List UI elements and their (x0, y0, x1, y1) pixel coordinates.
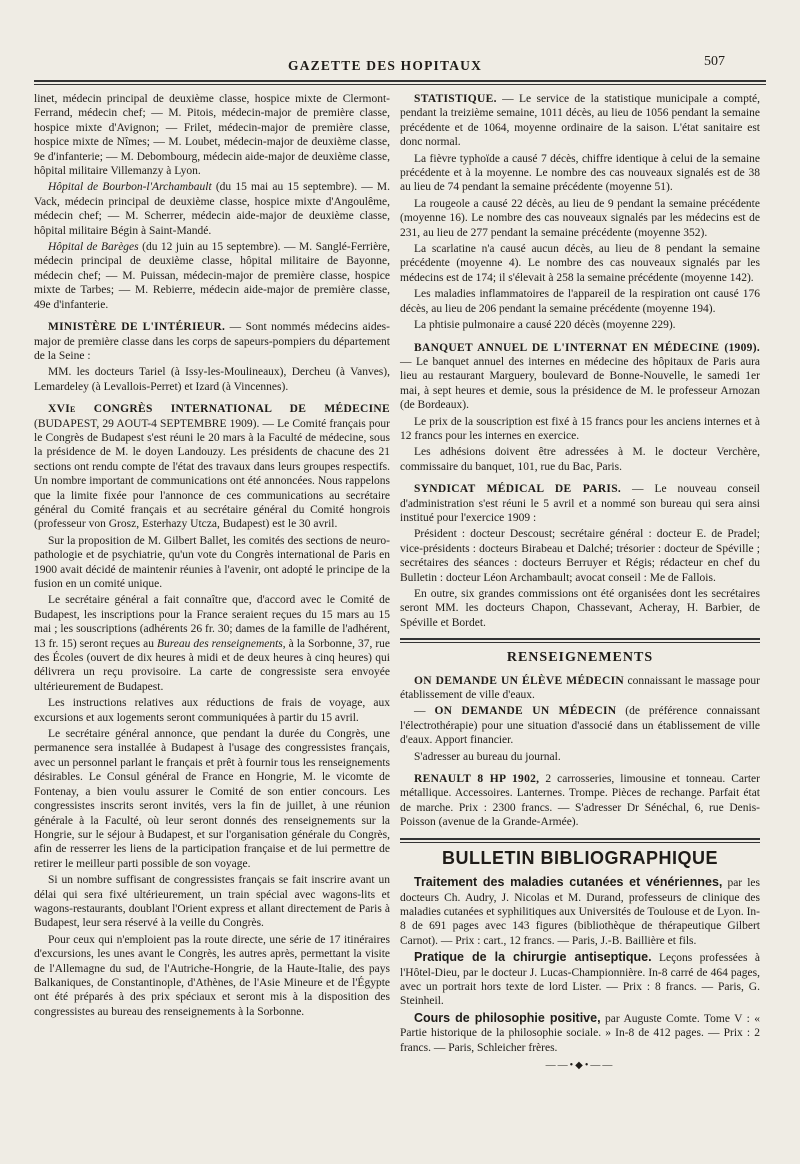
classified-ad: RENAULT 8 HP 1902, 2 carrosseries, limousine et tonneau. Carter métallique. Accessoires. Lanternes. Trompe. Pièces de rechange. Parfait état de marche. Prix : 2300 francs. — S'adresser Dr Sénéchal, 6, rue Denis-Poisson (avenue de la Grande-Armée). (400, 773, 760, 829)
paragraph: S'adresser au bureau du journal. (414, 750, 561, 763)
paragraph: Hôpital de Bourbon-l'Archambault (du 15 mai au 15 septembre). — M. Vack, médecin principal de deuxième classe, hospice mixte d'Angoulême, médecin chef; — M. Scherrer, médecin aide-major de deuxième classe, hôpital militaire Bégin à Saint-Mandé. (34, 181, 390, 237)
paragraph: SYNDICAT MÉDICAL DE PARIS. — Le nouveau conseil d'administration s'est réuni le 5 avril et a nommé son bureau qui sera ainsi institué pour l'exercice 1909 : (400, 483, 760, 524)
classified-ad: ON DEMANDE UN ÉLÈVE MÉDECIN connaissant le massage pour établissement de ville d'eaux. (400, 674, 760, 702)
paragraph: Sur la proposition de M. Gilbert Ballet, les comités des sections de neuro-pathologie et de psychiatrie, qu'un vote du Congrès international de Paris en 1900 avait décidé de maintenir réunies à l'avenir, ont adopté le principe de la fusion en un comité unique. (34, 534, 390, 590)
bulletin-title: BULLETIN BIBLIOGRAPHIQUE (442, 847, 718, 868)
section-heading: XVIe CONGRÈS INTERNATIONAL DE MÉDECINE (48, 403, 390, 416)
end-ornament: ——•◆•—— (545, 1059, 615, 1071)
book-entry: Traitement des maladies cutanées et vénériennes, par les docteurs Ch. Audry, J. Nicolas et M. Durand, professeurs de clinique des maladies cutanées et syphilitiques aux Universités de Toulouse et de Lyon. In-8 de 691 pages avec 143 figures (bibliothèque de thérapeutique Gilbert Carnot). — Prix : cart., 12 francs. — Paris, J.-B. Baillière et fils. (400, 875, 760, 947)
left-column (34, 92, 390, 1021)
paragraph: XVIe CONGRÈS INTERNATIONAL DE MÉDECINE (BUDAPEST, 29 AOUT-4 SEPTEMBRE 1909). — Le Comité français pour le Congrès de Budapest s'est réuni le 20 mars à la Faculté de médecine, sous la présidence de M. le doyen Landouzy. Les présidents de chacune des 21 sections ont rendu compte de l'état des travaux dans leurs groupes respectifs. Un nombre important de communications ont été annoncées. Nous rappelons que la limite fixée pour l'annonce de ces communications au secrétaire général du Comité français et au secrétaire général du Comité hongrois (professeur von Grosz, Esterhazy Utcza, Budapest) est le 30 avril. (34, 403, 390, 531)
section-divider (400, 638, 760, 643)
section-heading: SYNDICAT MÉDICAL DE PARIS. (414, 483, 622, 496)
paragraph: La fièvre typhoïde a causé 7 décès, chiffre identique à celui de la semaine précédente et à la moyenne. Le nombre des cas nouveaux signalés est de 38 au lieu de 74 pendant la semaine précédente (moyenne 51). (400, 152, 760, 194)
header-rule (34, 80, 766, 85)
paragraph: Les adhésions doivent être adressées à M. le docteur Verchère, commissaire du banquet, 101, rue du Bac, Paris. (400, 446, 760, 473)
hospital-name: Hôpital de Bourbon-l'Archambault (48, 181, 212, 194)
paragraph: Le secrétaire général a fait connaître que, d'accord avec le Comité de Budapest, les inscriptions pour la France seraient reçues du 15 mars au 15 mai ; les souscriptions (adhérents 26 fr. 30; dames de la famille de l'adhérent, 13 fr. 15) seront reçues au Bureau des renseignements, à la Sorbonne, 37, rue des Écoles (ouvert de dix heures à midi et de deux heures à cinq heures) qui délivrera un reçu provisoire. La carte de congressiste sera envoyée ultérieurement de Budapest. (34, 594, 390, 693)
paragraph: Pour ceux qui n'emploient pas la route directe, une série de 17 itinéraires d'excursions, les unes avant le Congrès, les autres après, permettant la visite de l'Allemagne du sud, de l'Autriche-Hongrie, de la Haute-Italie, des pays Balkaniques, de Constantinople, d'Athènes, de l'Asie Mineure et de l'Égypte ont été préparés à des prix spéciaux et seront mis à la disposition des congressistes au bureau des renseignements à la Sorbonne. (34, 933, 390, 1018)
paragraph: La rougeole a causé 22 décès, au lieu de 9 pendant la semaine précédente (moyenne 16). Le nombre des cas nouveaux signalés par les médecins est de 231, au lieu de 277 pendant la semaine précédente (moyenne 352). (400, 197, 760, 239)
paragraph: Le prix de la souscription est fixé à 15 francs pour les anciens internes et à 12 francs pour les internes en exercice. (400, 415, 760, 442)
section-divider (400, 838, 760, 843)
page-header (0, 52, 800, 82)
renseignements-title: RENSEIGNEMENTS (506, 650, 654, 666)
paragraph: Si un nombre suffisant de congressistes français se fait inscrire avant un délai qui sera fixé ultérieurement, un train spécial avec wagons-lits et wagons-restaurants, doublant l'Orient express et allant directement de Paris à Budapest, leur sera réservé à la veille du Congrès. (34, 874, 390, 930)
classified-ad: — ON DEMANDE UN MÉDECIN (de préférence connaissant l'électrothérapie) pour une situation d'associé dans un établissement de ville d'eaux. Apport financier. (400, 705, 760, 747)
paragraph: MM. les docteurs Tariel (à Issy-les-Moulineaux), Dercheu (à Vanves), Lemardeley (à Levallois-Perret) et Izard (à Vincennes). (34, 366, 390, 393)
paragraph: Les instructions relatives aux réductions de frais de voyage, aux excursions et aux logements seront communiquées à partir du 15 avril. (34, 697, 390, 724)
book-entry: Cours de philosophie positive, par Auguste Comte. Tome V : « Partie historique de la philosophie sociale. » In-8 de 412 pages. — Prix : 2 francs. — Paris, Schleicher frères. (400, 1010, 760, 1054)
page-number: 507 (704, 54, 725, 69)
paragraph: En outre, six grandes commissions ont été organisées dont les secrétaires seront MM. les docteurs Chapon, Chassevant, Acheray, H. Barbier, de Spéville et Bordet. (400, 588, 760, 629)
paragraph: BANQUET ANNUEL DE L'INTERNAT EN MÉDECINE (1909). — Le banquet annuel des internes en médecine des hôpitaux de Paris aura lieu au restaurant Marguery, boulevard de Bonne-Nouvelle, le samedi 1er mai, à sept heures et demie, sous la présidence de M. le professeur Arnozan (de Bordeaux). (400, 341, 760, 412)
paragraph: Président : docteur Descoust; secrétaire général : docteur E. de Pradel; vice-présidents : docteurs Birabeau et Dalché; trésorier : docteur de Spéville ; secrétaires des séances : docteurs Berruyer et Régis; rédacteur en chef du Bulletin : docteur Léon Archambault; avocat conseil : Me de Fallois. (400, 528, 760, 584)
paragraph: Hôpital de Barèges (du 12 juin au 15 septembre). — M. Sanglé-Ferrière, médecin principal de deuxième classe, hôpital militaire de Bayonne, médecin chef; — M. Puissan, médecin-major de première classe, hospice mixte de Tarbes; — M. Rebierre, médecin aide-major de première classe, 49e d'infanterie. (34, 241, 390, 311)
right-column (400, 92, 760, 1073)
paragraph: MINISTÈRE DE L'INTÉRIEUR. — Sont nommés médecins aides-major de première classe dans les corps de sapeurs-pompiers du département de la Seine : (34, 321, 390, 362)
section-heading: STATISTIQUE. (414, 93, 497, 105)
paragraph: Le secrétaire général annonce, que pendant la durée du Congrès, une permanence sera installée à Budapest à l'usage des congressistes français, avec un personnel parlant le français et prêt à fournir tous les renseignements désirables. Le Consul général de France en Hongrie, M. le vicomte de Fontenay, a bien voulu assurer le Comité de son entier concours. Les congressistes inscrits seront invités, vers la fin de juillet, à une réunion générale à la Faculté, où leur seront donnés des renseignements sur la Hongrie, sur le séjour à Budapest, et sur l'organisation générale du Congrès, afin de resserrer les liens de la participation française et de lui permettre de retirer le meilleur parti possible de son voyage. (34, 728, 390, 870)
paragraph: La scarlatine n'a causé aucun décès, au lieu de 8 pendant la semaine précédente (moyenne 4). Le nombre des cas nouveaux signalés par les médecins est de 174; il s'élevait à 258 la semaine précédente (moyenne 142). (400, 243, 760, 284)
paragraph: La phtisie pulmonaire a causé 220 décès (moyenne 229). (414, 319, 676, 332)
running-title: GAZETTE DES HOPITAUX (288, 58, 483, 73)
book-entry: Pratique de la chirurgie antiseptique. Leçons professées à l'Hôtel-Dieu, par le docteur J. Lucas-Championnière. In-8 carré de 464 pages, avec un portrait hors texte de lord Lister. — Prix : 8 francs. — Paris, G. Steinheil. (400, 950, 760, 1008)
section-heading: MINISTÈRE DE L'INTÉRIEUR. (48, 321, 226, 334)
paragraph: linet, médecin principal de deuxième classe, hospice mixte de Clermont-Ferrand, médecin chef; — M. Pitois, médecin-major de première classe, hospice mixte d'Avignon; — Frilet, médecin-major de première classe, hospice mixte de Nîmes; — M. Loubet, médecin-major de deuxième classe, 9e d'infanterie; — M. Debombourg, médecin aide-major de deuxième classe, hôpital militaire Villemanzy à Lyon. (34, 93, 390, 178)
paragraph: STATISTIQUE. — Le service de la statistique municipale a compté, pendant la treizième semaine, 1011 décès, au lieu de 1056 pendant la semaine précédente et de 1064, moyenne ordinaire de la saison. L'état sanitaire est donc normal. (400, 93, 760, 149)
hospital-name: Hôpital de Barèges (48, 241, 139, 254)
paragraph: Les maladies inflammatoires de l'appareil de la respiration ont causé 176 décès, au lieu de 206 pendant la semaine précédente (moyenne 194). (400, 288, 760, 315)
section-heading: BANQUET ANNUEL DE L'INTERNAT EN MÉDECINE (1909). (414, 341, 760, 354)
